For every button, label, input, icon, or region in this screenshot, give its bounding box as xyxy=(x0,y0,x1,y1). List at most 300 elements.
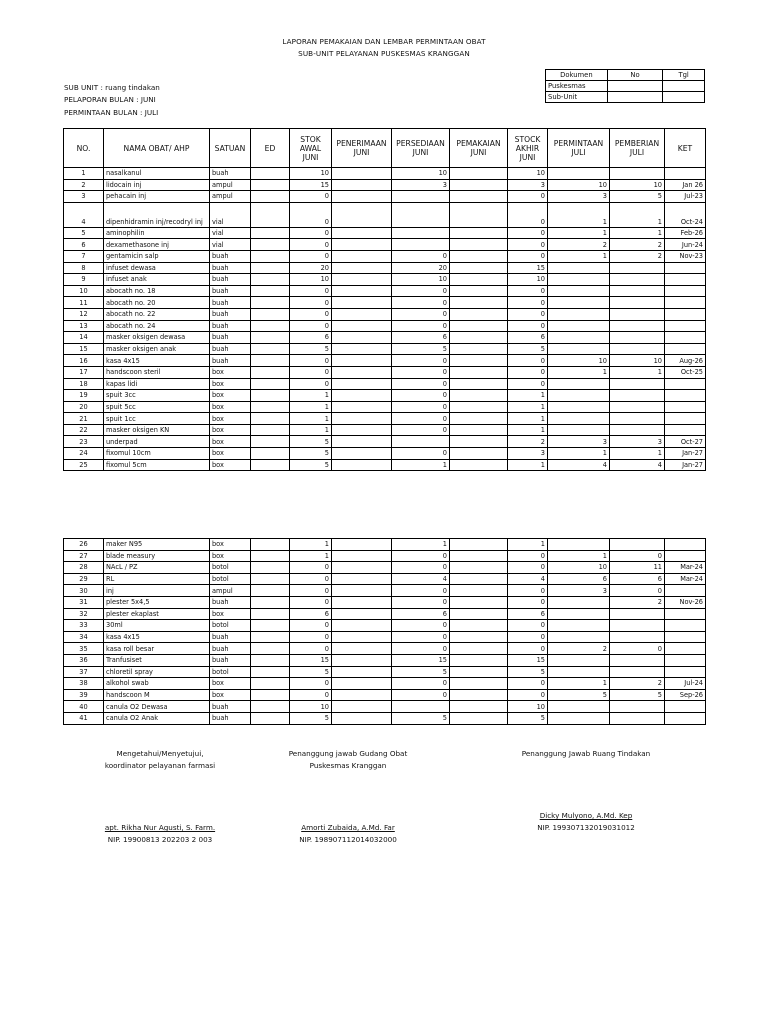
cell-stok-awal: 20 xyxy=(290,262,332,274)
cell-permintaan: 4 xyxy=(548,459,610,471)
table-row xyxy=(64,689,706,701)
cell-satuan: buah xyxy=(210,285,251,297)
cell-stock-akhir: 1 xyxy=(508,424,548,436)
cell-stock-akhir: 0 xyxy=(508,285,548,297)
cell-ket xyxy=(665,297,706,309)
report-title: LAPORAN PEMAKAIAN DAN LEMBAR PERMINTAAN OBAT xyxy=(282,37,486,46)
cell-persediaan: 0 xyxy=(392,413,450,425)
cell-pemakaian xyxy=(450,343,508,355)
cell-nama-obat: kasa roll besar xyxy=(104,643,210,655)
signature-block-koordinator xyxy=(80,748,240,846)
cell-nama-obat: infuset anak xyxy=(104,274,210,286)
cell-persediaan: 0 xyxy=(392,678,450,690)
cell-no: 38 xyxy=(64,678,104,690)
cell-ket xyxy=(665,343,706,355)
cell-ed xyxy=(251,459,290,471)
cell-ed xyxy=(251,297,290,309)
cell-pemberian xyxy=(610,666,665,678)
cell-pemberian xyxy=(610,343,665,355)
cell-no: 33 xyxy=(64,620,104,632)
cell-permintaan xyxy=(548,274,610,286)
cell-satuan: ampul xyxy=(210,191,251,203)
cell-pemakaian xyxy=(450,179,508,191)
signature-name: Amorti Zubaida, A.Md. Far xyxy=(301,823,395,832)
cell-pemberian: 2 xyxy=(610,596,665,608)
cell-satuan: box xyxy=(210,366,251,378)
cell-stok-awal: 0 xyxy=(290,366,332,378)
cell-satuan: vial xyxy=(210,202,251,227)
cell-permintaan xyxy=(548,262,610,274)
cell-stok-awal: 0 xyxy=(290,320,332,332)
cell-penerimaan xyxy=(332,332,392,344)
signature-role: Penanggung jawab Gudang Obat xyxy=(288,749,408,758)
cell-ed xyxy=(251,596,290,608)
cell-stok-awal: 6 xyxy=(290,332,332,344)
cell-permintaan: 1 xyxy=(548,366,610,378)
cell-ket xyxy=(665,262,706,274)
cell-stok-awal: 0 xyxy=(290,308,332,320)
cell-satuan: buah xyxy=(210,262,251,274)
cell-penerimaan xyxy=(332,239,392,251)
cell-nama-obat: abocath no. 20 xyxy=(104,297,210,309)
cell-ket xyxy=(665,643,706,655)
cell-pemakaian xyxy=(450,297,508,309)
col-header-penerimaan: PENERIMAAN JUNI xyxy=(332,129,392,168)
cell-penerimaan xyxy=(332,401,392,413)
cell-ket: Oct-25 xyxy=(665,366,706,378)
cell-ed xyxy=(251,179,290,191)
cell-persediaan: 0 xyxy=(392,643,450,655)
table-row xyxy=(64,227,706,239)
cell-persediaan: 5 xyxy=(392,666,450,678)
cell-ed xyxy=(251,608,290,620)
cell-pemberian: 11 xyxy=(610,562,665,574)
cell-permintaan: 3 xyxy=(548,191,610,203)
cell-penerimaan xyxy=(332,666,392,678)
cell-ed xyxy=(251,401,290,413)
cell-stock-akhir: 0 xyxy=(508,562,548,574)
cell-no: 1 xyxy=(64,168,104,180)
cell-pemakaian xyxy=(450,585,508,597)
table-header-row xyxy=(64,129,706,168)
cell-ket xyxy=(665,390,706,402)
cell-ed xyxy=(251,274,290,286)
cell-stok-awal: 1 xyxy=(290,550,332,562)
cell-stock-akhir: 0 xyxy=(508,297,548,309)
cell-persediaan: 0 xyxy=(392,631,450,643)
cell-no: 37 xyxy=(64,666,104,678)
cell-stok-awal: 1 xyxy=(290,424,332,436)
cell-ket: Jan-27 xyxy=(665,459,706,471)
cell-nama-obat: spuit 5cc xyxy=(104,401,210,413)
cell-penerimaan xyxy=(332,654,392,666)
cell-nama-obat: RL xyxy=(104,573,210,585)
cell-stock-akhir: 0 xyxy=(508,191,548,203)
permintaan-label: PERMINTAAN BULAN : JULI xyxy=(64,108,159,117)
cell-no: 5 xyxy=(64,227,104,239)
cell-stock-akhir: 0 xyxy=(508,355,548,367)
cell-ed xyxy=(251,424,290,436)
cell-penerimaan xyxy=(332,227,392,239)
cell-permintaan: 10 xyxy=(548,179,610,191)
cell-ed xyxy=(251,285,290,297)
cell-stock-akhir: 5 xyxy=(508,666,548,678)
cell-permintaan: 10 xyxy=(548,562,610,574)
table-row xyxy=(64,308,706,320)
cell-nama-obat: fixomul 10cm xyxy=(104,448,210,460)
cell-ket xyxy=(665,320,706,332)
cell-persediaan: 0 xyxy=(392,297,450,309)
cell-pemberian xyxy=(610,413,665,425)
cell-permintaan xyxy=(548,343,610,355)
cell-nama-obat: kapas lidi xyxy=(104,378,210,390)
cell-pemakaian xyxy=(450,689,508,701)
table-row xyxy=(64,413,706,425)
cell-pemberian xyxy=(610,285,665,297)
cell-pemakaian xyxy=(450,227,508,239)
cell-no: 29 xyxy=(64,573,104,585)
col-header-ket: KET xyxy=(665,129,706,168)
table-row xyxy=(64,643,706,655)
cell-permintaan xyxy=(548,378,610,390)
cell-satuan: buah xyxy=(210,320,251,332)
cell-ket: Feb-26 xyxy=(665,227,706,239)
table-row xyxy=(64,678,706,690)
sub-unit-label: SUB UNIT : ruang tindakan xyxy=(64,83,160,92)
cell-pemberian: 10 xyxy=(610,355,665,367)
cell-penerimaan xyxy=(332,459,392,471)
cell-stok-awal: 0 xyxy=(290,355,332,367)
cell-stock-akhir: 6 xyxy=(508,608,548,620)
cell-satuan: buah xyxy=(210,308,251,320)
cell-nama-obat: handscoon steril xyxy=(104,366,210,378)
cell-stok-awal: 1 xyxy=(290,390,332,402)
cell-penerimaan xyxy=(332,585,392,597)
cell-permintaan xyxy=(548,608,610,620)
cell-ket: Sep-26 xyxy=(665,689,706,701)
cell-stock-akhir: 0 xyxy=(508,378,548,390)
table-row xyxy=(64,355,706,367)
cell-nama-obat: NAcL / PZ xyxy=(104,562,210,574)
cell-nama-obat: plester ekaplast xyxy=(104,608,210,620)
cell-nama-obat: nasalkanul xyxy=(104,168,210,180)
cell-satuan: vial xyxy=(210,239,251,251)
cell-stok-awal: 0 xyxy=(290,227,332,239)
cell-permintaan xyxy=(548,666,610,678)
cell-penerimaan xyxy=(332,596,392,608)
cell-ed xyxy=(251,250,290,262)
cell-no: 28 xyxy=(64,562,104,574)
cell-permintaan xyxy=(548,332,610,344)
cell-stok-awal: 15 xyxy=(290,654,332,666)
cell-ket xyxy=(665,332,706,344)
cell-no: 30 xyxy=(64,585,104,597)
cell-nama-obat: pehacain inj xyxy=(104,191,210,203)
cell-no: 8 xyxy=(64,262,104,274)
cell-satuan: box xyxy=(210,608,251,620)
cell-ed xyxy=(251,620,290,632)
cell-ed xyxy=(251,413,290,425)
cell-permintaan xyxy=(548,401,610,413)
cell-ed xyxy=(251,643,290,655)
cell-permintaan: 3 xyxy=(548,585,610,597)
cell-no: 41 xyxy=(64,712,104,724)
cell-nama-obat: handscoon M xyxy=(104,689,210,701)
cell-penerimaan xyxy=(332,539,392,551)
cell-pemakaian xyxy=(450,366,508,378)
cell-no: 19 xyxy=(64,390,104,402)
cell-pemberian: 10 xyxy=(610,179,665,191)
cell-penerimaan xyxy=(332,308,392,320)
cell-no: 20 xyxy=(64,401,104,413)
cell-permintaan xyxy=(548,297,610,309)
cell-penerimaan xyxy=(332,250,392,262)
cell-nama-obat: kasa 4x15 xyxy=(104,631,210,643)
cell-persediaan: 0 xyxy=(392,355,450,367)
cell-stock-akhir: 0 xyxy=(508,643,548,655)
cell-pemakaian xyxy=(450,562,508,574)
cell-pemberian: 0 xyxy=(610,643,665,655)
cell-penerimaan xyxy=(332,366,392,378)
cell-stok-awal: 0 xyxy=(290,250,332,262)
cell-satuan: ampul xyxy=(210,179,251,191)
cell-pemberian xyxy=(610,168,665,180)
cell-stok-awal: 0 xyxy=(290,573,332,585)
doc-row-sub-unit: Sub-Unit xyxy=(546,92,608,103)
cell-satuan: botol xyxy=(210,562,251,574)
cell-persediaan: 6 xyxy=(392,332,450,344)
cell-stok-awal: 0 xyxy=(290,643,332,655)
cell-pemberian: 4 xyxy=(610,459,665,471)
cell-pemberian xyxy=(610,654,665,666)
cell-no: 12 xyxy=(64,308,104,320)
cell-stock-akhir: 0 xyxy=(508,631,548,643)
table-row xyxy=(64,343,706,355)
cell-permintaan xyxy=(548,168,610,180)
cell-satuan: botol xyxy=(210,666,251,678)
cell-ed xyxy=(251,654,290,666)
cell-persediaan xyxy=(392,239,450,251)
cell-satuan: buah xyxy=(210,654,251,666)
cell-no: 9 xyxy=(64,274,104,286)
cell-pemakaian xyxy=(450,274,508,286)
cell-stok-awal: 5 xyxy=(290,459,332,471)
cell-stok-awal: 10 xyxy=(290,274,332,286)
cell-ket xyxy=(665,585,706,597)
cell-ket xyxy=(665,424,706,436)
table-row xyxy=(64,654,706,666)
cell-stok-awal: 0 xyxy=(290,562,332,574)
cell-no: 21 xyxy=(64,413,104,425)
cell-no: 22 xyxy=(64,424,104,436)
cell-no: 15 xyxy=(64,343,104,355)
cell-ket xyxy=(665,701,706,713)
cell-no: 32 xyxy=(64,608,104,620)
cell-ed xyxy=(251,573,290,585)
table-row xyxy=(64,401,706,413)
table-row xyxy=(64,262,706,274)
cell-nama-obat: canula O2 Dewasa xyxy=(104,701,210,713)
cell-no: 11 xyxy=(64,297,104,309)
cell-pemakaian xyxy=(450,285,508,297)
cell-satuan: buah xyxy=(210,274,251,286)
cell-ket: Oct-24 xyxy=(665,202,706,227)
cell-permintaan xyxy=(548,596,610,608)
cell-penerimaan xyxy=(332,608,392,620)
cell-ed xyxy=(251,366,290,378)
table-row xyxy=(64,179,706,191)
cell-nama-obat: maker N95 xyxy=(104,539,210,551)
cell-persediaan: 6 xyxy=(392,608,450,620)
cell-persediaan xyxy=(392,701,450,713)
cell-pemberian: 5 xyxy=(610,191,665,203)
cell-ed xyxy=(251,550,290,562)
cell-penerimaan xyxy=(332,550,392,562)
cell-satuan: box xyxy=(210,401,251,413)
cell-pemberian: 1 xyxy=(610,227,665,239)
cell-stok-awal: 0 xyxy=(290,378,332,390)
cell-nama-obat: dexamethasone inj xyxy=(104,239,210,251)
cell-ket xyxy=(665,413,706,425)
cell-no: 34 xyxy=(64,631,104,643)
cell-stock-akhir: 0 xyxy=(508,239,548,251)
cell-permintaan xyxy=(548,285,610,297)
cell-satuan: buah xyxy=(210,332,251,344)
cell-no: 6 xyxy=(64,239,104,251)
cell-ed xyxy=(251,448,290,460)
table-row xyxy=(64,620,706,632)
cell-persediaan: 0 xyxy=(392,390,450,402)
cell-ket xyxy=(665,550,706,562)
cell-no: 31 xyxy=(64,596,104,608)
cell-ket xyxy=(665,666,706,678)
table-row xyxy=(64,573,706,585)
cell-persediaan xyxy=(392,436,450,448)
table-row xyxy=(64,239,706,251)
cell-pemakaian xyxy=(450,320,508,332)
cell-nama-obat: alkohol swab xyxy=(104,678,210,690)
cell-no: 10 xyxy=(64,285,104,297)
cell-stock-akhir: 3 xyxy=(508,179,548,191)
cell-permintaan: 2 xyxy=(548,239,610,251)
cell-pemakaian xyxy=(450,168,508,180)
signature-name: Dicky Mulyono, A.Md. Kep xyxy=(539,811,633,820)
cell-permintaan xyxy=(548,308,610,320)
cell-nama-obat: masker oksigen anak xyxy=(104,343,210,355)
cell-no: 16 xyxy=(64,355,104,367)
cell-penerimaan xyxy=(332,631,392,643)
cell-pemakaian xyxy=(450,608,508,620)
cell-stock-akhir: 2 xyxy=(508,436,548,448)
cell-penerimaan xyxy=(332,620,392,632)
cell-satuan: buah xyxy=(210,168,251,180)
cell-stok-awal: 5 xyxy=(290,343,332,355)
table-row xyxy=(64,448,706,460)
doc-header-no: No xyxy=(607,70,663,81)
cell-stock-akhir: 0 xyxy=(508,678,548,690)
cell-satuan: buah xyxy=(210,355,251,367)
cell-stock-akhir: 10 xyxy=(508,168,548,180)
cell-stok-awal: 1 xyxy=(290,539,332,551)
cell-no: 2 xyxy=(64,179,104,191)
cell-stock-akhir: 0 xyxy=(508,585,548,597)
cell-permintaan xyxy=(548,424,610,436)
cell-pemakaian xyxy=(450,191,508,203)
cell-persediaan: 0 xyxy=(392,250,450,262)
cell-nama-obat: spuit 3cc xyxy=(104,390,210,402)
cell-persediaan xyxy=(392,202,450,227)
cell-stock-akhir: 0 xyxy=(508,366,548,378)
cell-penerimaan xyxy=(332,191,392,203)
cell-ed xyxy=(251,666,290,678)
cell-permintaan: 1 xyxy=(548,448,610,460)
document-info-box xyxy=(545,69,705,103)
cell-nama-obat: masker oksigen dewasa xyxy=(104,332,210,344)
signature-role-sub: koordinator pelayanan farmasi xyxy=(104,761,216,770)
cell-ket: Jul-24 xyxy=(665,678,706,690)
cell-pemakaian xyxy=(450,573,508,585)
cell-persediaan: 0 xyxy=(392,424,450,436)
cell-satuan: buah xyxy=(210,712,251,724)
cell-stock-akhir: 0 xyxy=(508,227,548,239)
cell-nama-obat: kasa 4x15 xyxy=(104,355,210,367)
cell-persediaan: 20 xyxy=(392,262,450,274)
signature-role: Mengetahui/Menyetujui, xyxy=(116,749,204,758)
cell-pemakaian xyxy=(450,643,508,655)
cell-pemberian xyxy=(610,620,665,632)
cell-penerimaan xyxy=(332,678,392,690)
cell-no: 25 xyxy=(64,459,104,471)
cell-stok-awal: 6 xyxy=(290,608,332,620)
cell-penerimaan xyxy=(332,701,392,713)
table-row xyxy=(64,191,706,203)
cell-pemakaian xyxy=(450,448,508,460)
doc-cell xyxy=(663,81,705,92)
cell-stock-akhir: 1 xyxy=(508,413,548,425)
cell-pemakaian xyxy=(450,620,508,632)
cell-pemakaian xyxy=(450,355,508,367)
cell-ket: Nov-26 xyxy=(665,596,706,608)
cell-satuan: box xyxy=(210,459,251,471)
cell-ket xyxy=(665,308,706,320)
signature-nip: NIP. 199307132019031012 xyxy=(537,823,635,832)
cell-ed xyxy=(251,320,290,332)
cell-stok-awal: 0 xyxy=(290,202,332,227)
cell-ket xyxy=(665,608,706,620)
signature-nip: NIP. 198907112014032000 xyxy=(299,835,397,844)
cell-pemberian xyxy=(610,712,665,724)
cell-stok-awal: 10 xyxy=(290,168,332,180)
cell-nama-obat: chloretil spray xyxy=(104,666,210,678)
table-row xyxy=(64,701,706,713)
cell-persediaan: 0 xyxy=(392,585,450,597)
cell-satuan: botol xyxy=(210,620,251,632)
cell-permintaan xyxy=(548,620,610,632)
cell-pemakaian xyxy=(450,550,508,562)
cell-nama-obat: lidocain inj xyxy=(104,179,210,191)
cell-pemakaian xyxy=(450,332,508,344)
cell-pemakaian xyxy=(450,250,508,262)
cell-ket: Jan-27 xyxy=(665,448,706,460)
cell-persediaan: 1 xyxy=(392,459,450,471)
cell-ed xyxy=(251,701,290,713)
cell-satuan: buah xyxy=(210,250,251,262)
cell-stok-awal: 0 xyxy=(290,631,332,643)
cell-permintaan xyxy=(548,413,610,425)
cell-ket: Jul-23 xyxy=(665,191,706,203)
table-row xyxy=(64,424,706,436)
cell-pemakaian xyxy=(450,401,508,413)
